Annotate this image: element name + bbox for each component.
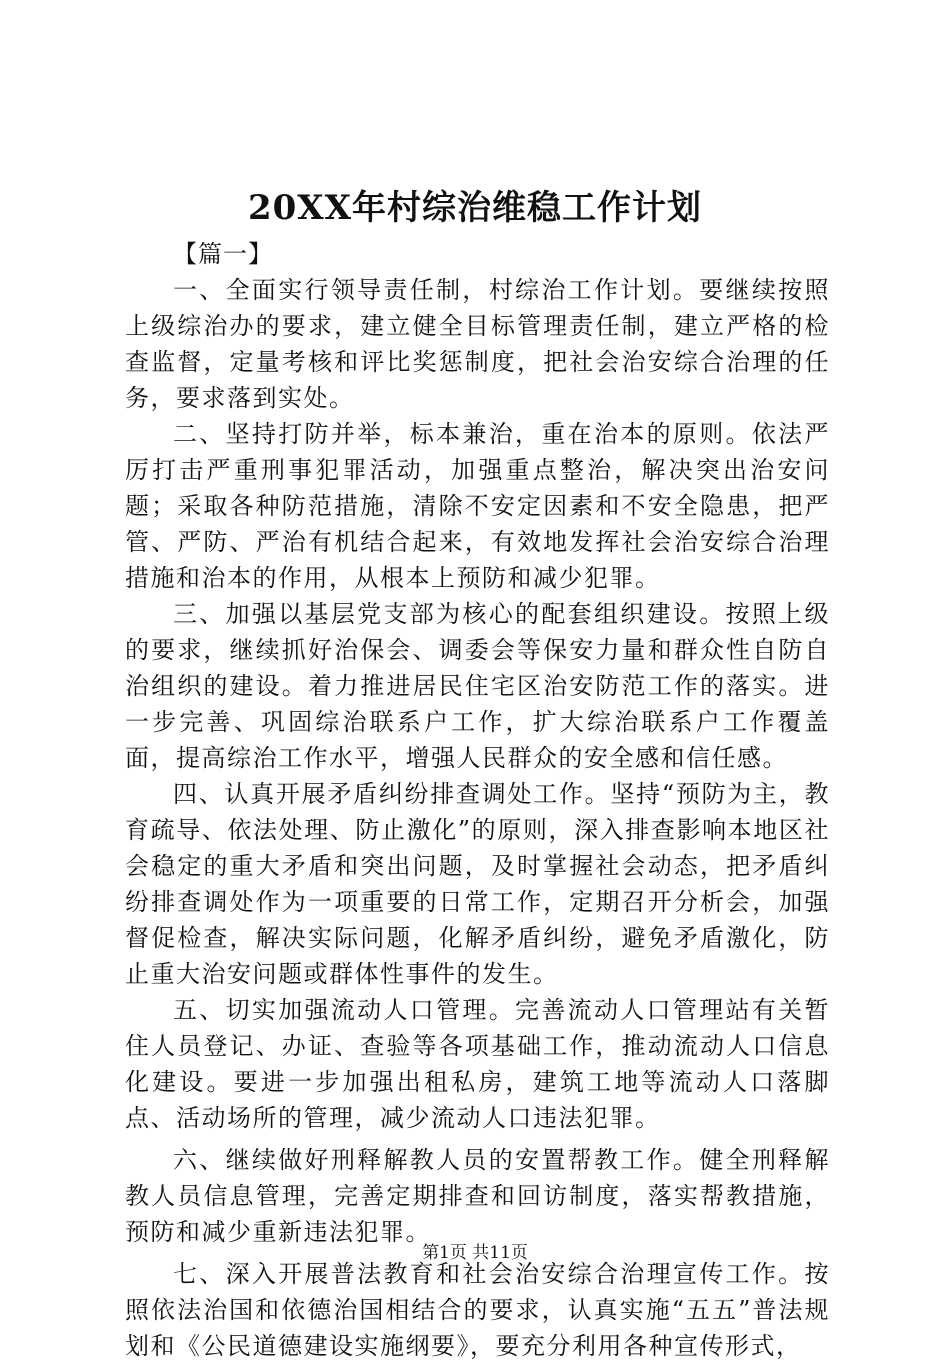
paragraph-4: 四、认真开展矛盾纠纷排查调处工作。坚持“预防为主，教育疏导、依法处理、防止激化”的原则，深入排查影响本地区社会稳定的重大矛盾和突出问题，及时掌握社会动态，把矛盾纠纷排查调处作为一项重要的日常工作，定期召开分析会，加强督促检查，解决实际问题，化解矛盾纠纷，避免矛盾激化，防止重大治安问题或群体性事件的发生。	[125, 780, 830, 988]
document-body	[125, 236, 830, 1364]
paragraph-7: 七、深入开展普法教育和社会治安综合治理宣传工作。按照依法治国和依德治国相结合的要求，认真实施“五五”普法规划和《公民道德建设实施纲要》，要充分利用各种宣传形式，	[125, 1260, 830, 1360]
section-label: 【篇一】	[173, 240, 273, 268]
paragraph-2: 二、坚持打防并举，标本兼治，重在治本的原则。依法严厉打击严重刑事犯罪活动，加强重点整治，解决突出治安问题；采取各种防范措施，清除不安定因素和不安全隐患，把严管、严防、严治有机结合起来，有效地发挥社会治安综合治理措施和治本的作用，从根本上预防和减少犯罪。	[125, 420, 830, 592]
page-footer: 第1页 共11页	[422, 1243, 528, 1263]
paragraph-1: 一、全面实行领导责任制，村综治工作计划。要继续按照上级综治办的要求，建立健全目标管理责任制，建立严格的检查监督，定量考核和评比奖惩制度，把社会治安综合治理的任务，要求落到实处。	[125, 276, 830, 412]
paragraph-6: 六、继续做好刑释解教人员的安置帮教工作。健全刑释解教人员信息管理，完善定期排查和回访制度，落实帮教措施，预防和减少重新违法犯罪。	[125, 1146, 830, 1246]
paragraph-5: 五、切实加强流动人口管理。完善流动人口管理站有关暂住人员登记、办证、查验等各项基础工作，推动流动人口信息化建设。要进一步加强出租私房，建筑工地等流动人口落脚点、活动场所的管理，减少流动人口违法犯罪。	[125, 996, 830, 1132]
paragraph-3: 三、加强以基层党支部为核心的配套组织建设。按照上级的要求，继续抓好治保会、调委会等保安力量和群众性自防自治组织的建设。着力推进居民住宅区治安防范工作的落实。进一步完善、巩固综治联系户工作，扩大综治联系户工作覆盖面，提高综治工作水平，增强人民群众的安全感和信任感。	[125, 600, 830, 772]
document-title: 20XX年村综治维稳工作计划	[247, 188, 703, 228]
